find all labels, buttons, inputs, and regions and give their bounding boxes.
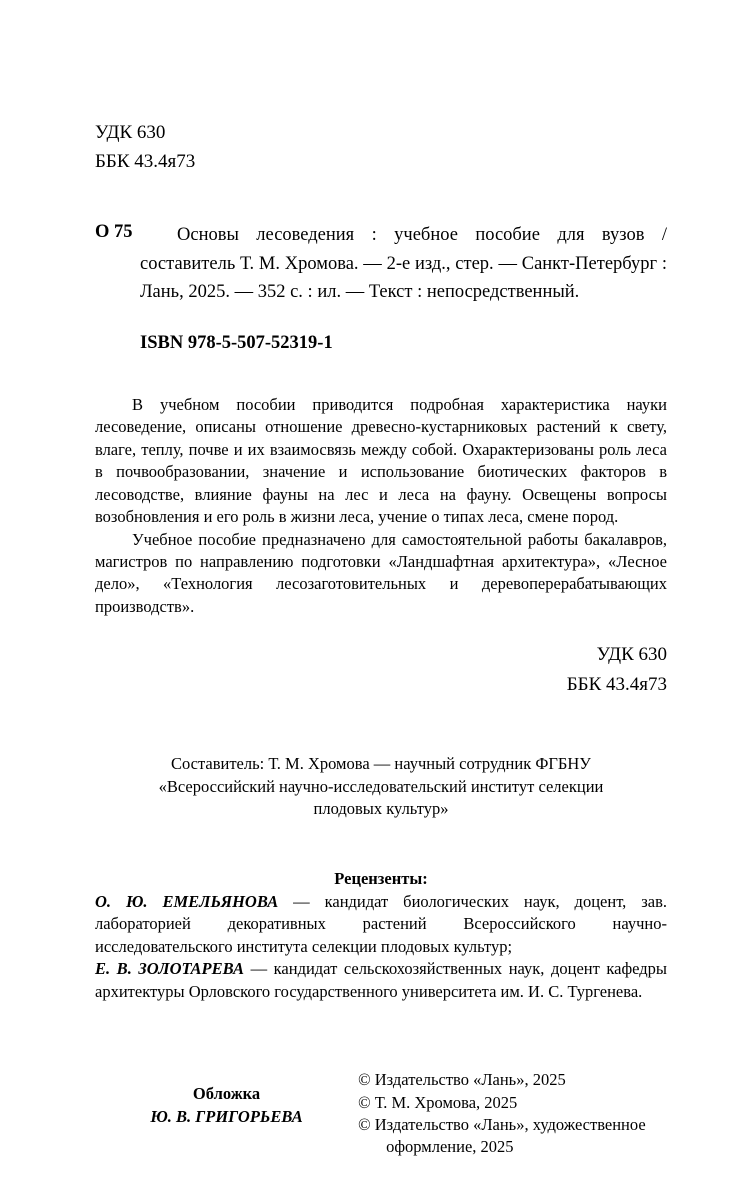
copyright-line-1: © Издательство «Лань», 2025 xyxy=(358,1070,566,1090)
bibliographic-block xyxy=(95,221,667,307)
udk-code-top: УДК 630 xyxy=(95,122,166,143)
reviewer-2 xyxy=(95,958,667,1003)
copyright-line-3: © Издательство «Лань», художественное оформление, 2025 xyxy=(358,1114,646,1157)
bbk-code-top: ББК 43.4я73 xyxy=(95,151,196,173)
top-classification-codes xyxy=(95,118,667,177)
catalog-code: О 75 xyxy=(95,221,133,242)
bottom-classification-codes xyxy=(95,640,667,699)
reviewer-1-details: — кандидат биологических наук, доцент, зав. лабораторией декоративных растений Всероссийского научно-исследовательского института селекции плодовых культур; xyxy=(95,891,667,956)
imprint-footer xyxy=(95,1069,667,1159)
cover-credit xyxy=(95,1069,358,1128)
bibliographic-entry: Основы лесоведения : учебное пособие для вузов / составитель Т. М. Хромова. — 2-е изд., стер. — Санкт-Петербург : Лань, 2025. — 352 с. : ил. — Текст : непосредственный. xyxy=(140,224,667,303)
cover-credit-label: Обложка xyxy=(192,1084,261,1104)
reviewer-1-name: О. Ю. ЕМЕЛЬЯНОВА xyxy=(95,891,279,911)
reviewer-1 xyxy=(95,891,667,958)
copyright-notices xyxy=(358,1069,667,1159)
reviewer-2-name: Е. В. ЗОЛОТАРЕВА xyxy=(95,959,245,979)
cover-credit-name: Ю. В. ГРИГОРЬЕВА xyxy=(150,1106,303,1126)
compiler-note: Составитель: Т. М. Хромова — научный сотрудник ФГБНУ «Всероссийский научно-исследовательский институт селекции плодовых культур» xyxy=(158,754,604,819)
bbk-code-bottom: ББК 43.4я73 xyxy=(566,673,667,695)
copyright-line-2: © Т. М. Хромова, 2025 xyxy=(358,1092,518,1112)
udk-code-bottom: УДК 630 xyxy=(596,644,667,666)
annotation-paragraph-2: Учебное пособие предназначено для самостоятельной работы бакалавров, магистров по направлению подготовки «Ландшафтная архитектура», «Лесное дело», «Технология лесозаготовительных и деревоперерабатывающих производств». xyxy=(95,529,667,616)
isbn-number: ISBN 978-5-507-52319-1 xyxy=(140,332,333,353)
reviewer-2-details: — кандидат сельскохозяйственных наук, доцент кафедры архитектуры Орловского государственного университета им. И. С. Тургенева. xyxy=(95,959,667,1001)
annotation-paragraph-1: В учебном пособии приводится подробная характеристика науки лесоведение, описаны отношение древесно-кустарниковых растений к свету, влаге, теплу, почве и их взаимосвязь между собой. Охарактеризованы роль леса в почвообразовании, значение и использование биотических факторов в лесоводстве, влияние фауны на лес и леса на фауну. Освещены вопросы возобновления и его роль в жизни леса, учение о типах леса, смене пород. xyxy=(95,394,667,527)
reviewers-heading: Рецензенты: xyxy=(334,869,428,889)
